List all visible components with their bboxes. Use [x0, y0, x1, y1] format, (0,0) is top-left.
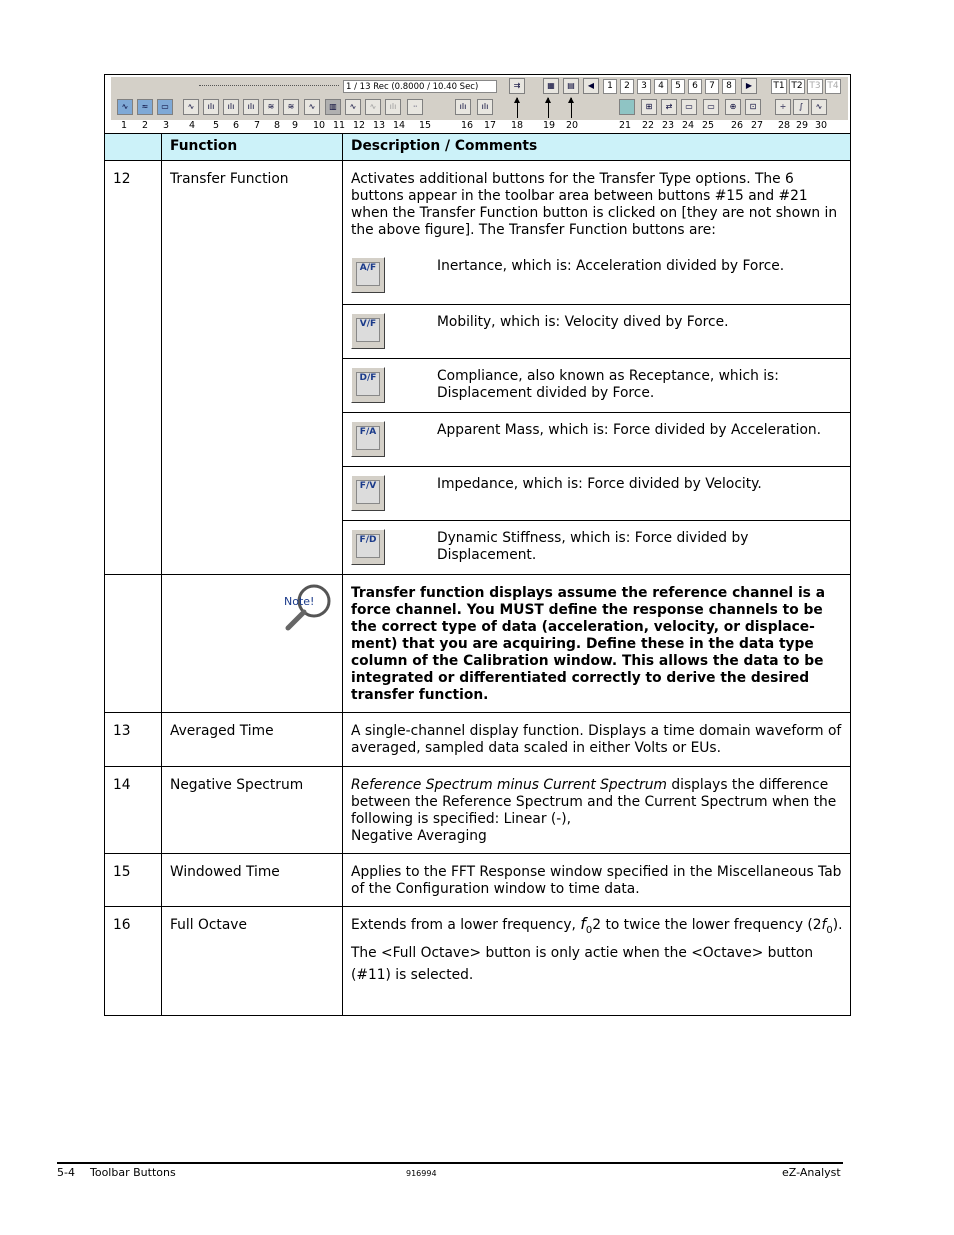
prev-arrow-icon: ◀	[583, 78, 599, 94]
row-description	[343, 907, 851, 1016]
toolbar-button-13-icon: ∿	[365, 99, 381, 115]
header-num-cell	[105, 134, 162, 161]
freq-symbol-2: f	[821, 917, 827, 933]
record-slider	[199, 85, 339, 88]
button-number: 24	[682, 120, 695, 131]
row-description	[343, 359, 851, 413]
toolbar-button-12-icon: ∿	[345, 99, 361, 115]
transfer-function-description: Activates additional buttons for the Transfer Type options. The 6 buttons appear in the toolbar area between buttons #15 and #21 when the Transfer Function button is clicked on [they are not shown in the above figure]. The Transfer Function buttons are:	[351, 171, 838, 238]
toolbar-button-5-icon: ılı	[203, 99, 219, 115]
toolbar-arrow-20	[571, 98, 572, 118]
table-row	[105, 161, 851, 305]
page-button-3: 3	[637, 79, 651, 94]
button-number: 22	[642, 120, 655, 131]
toolbar-buttons-table	[104, 74, 851, 1016]
toolbar-button-28-icon: ÷	[775, 99, 791, 115]
row-description	[343, 413, 851, 467]
t4-button: T4	[825, 79, 841, 94]
button-number: 28	[778, 120, 791, 131]
dynamic-stiffness-icon-label: F/D	[356, 534, 380, 558]
description-part-b: 2 to twice the lower frequency (2	[592, 917, 822, 933]
note-magnifier-icon	[282, 583, 334, 633]
description-rest: displays the difference between the Reference Spectrum and the Current Spectrum when the following is specified: Linear (-),	[351, 777, 837, 827]
toolbar-button-9-icon: ≋	[283, 99, 299, 115]
button-number: 30	[815, 120, 828, 131]
page-button-6: 6	[688, 79, 702, 94]
toolbar-button-17-icon: ılı	[477, 99, 493, 115]
toolbar-button-1-icon: ∿	[117, 99, 133, 115]
button-number: 25	[702, 120, 715, 131]
toolbar-row-bottom	[111, 98, 848, 118]
header-function: Function	[162, 134, 343, 161]
transfer-option	[351, 419, 844, 457]
toolbar-button-11-icon: ▥	[325, 99, 341, 115]
t2-button: T2	[789, 79, 805, 94]
page-button-1: 1	[603, 79, 617, 94]
button-number: 4	[189, 120, 196, 131]
toolbar-image	[111, 77, 848, 131]
transfer-option-text: Dynamic Stiffness, which is: Force divided by Displacement.	[437, 530, 749, 563]
transfer-option	[351, 473, 844, 511]
toolbar-button-22-icon: ⊞	[641, 99, 657, 115]
row-number: 16	[105, 907, 162, 1016]
dynamic-stiffness-icon	[351, 529, 385, 565]
note-num-cell	[105, 575, 162, 713]
inertance-icon	[351, 257, 385, 293]
compliance-icon-label: D/F	[356, 372, 380, 396]
table-row	[105, 907, 851, 1016]
toolbar-button-6-icon: ılı	[223, 99, 239, 115]
description-line2: Negative Averaging	[351, 828, 487, 844]
toolbar-button-24-icon: ▭	[681, 99, 697, 115]
toolbar-button-numbers	[111, 120, 848, 132]
page-button-5: 5	[671, 79, 685, 94]
button-number: 6	[233, 120, 240, 131]
impedance-icon-label: F/V	[356, 480, 380, 504]
note-text: Transfer function displays assume the reference channel is a force channel. You MUST define the response channels to be the correct type of data (acceleration, velocity, or displace-ment) that you are acquiring. Define these in the data type column of the Calibration window. This allows the data to be integrated or differentiated correctly to derive the desired transfer function.	[343, 575, 851, 713]
footer-page-number: 5-4	[57, 1166, 75, 1179]
toolbar-row-top	[111, 77, 848, 97]
transfer-option-text: Impedance, which is: Force divided by Velocity.	[437, 476, 762, 492]
row-function: Full Octave	[162, 907, 343, 1016]
export-icon: ⇉	[509, 78, 525, 94]
note-row	[105, 575, 851, 713]
mobility-icon-label: V/F	[356, 318, 380, 342]
row-description	[343, 305, 851, 359]
inertance-icon-label: A/F	[356, 262, 380, 286]
row-function: Windowed Time	[162, 854, 343, 907]
button-number: 16	[461, 120, 474, 131]
row-function: Negative Spectrum	[162, 767, 343, 854]
transfer-option-text: Apparent Mass, which is: Force divided by Acceleration.	[437, 422, 822, 438]
freq-subscript: 0	[585, 924, 593, 936]
button-number: 17	[484, 120, 497, 131]
grid-icon: ▦	[543, 78, 559, 94]
description-italic: Reference Spectrum minus Current Spectrum	[351, 777, 667, 793]
footer-rule	[57, 1162, 843, 1164]
button-number: 1	[121, 120, 128, 131]
footer-doc-number: 916994	[406, 1169, 437, 1178]
mobility-icon	[351, 313, 385, 349]
transfer-option	[351, 311, 844, 349]
row-description: A single-channel display function. Displays a time domain waveform of averaged, sampled data scaled in either Volts or EUs.	[343, 713, 851, 767]
table-row	[105, 854, 851, 907]
table-row	[105, 767, 851, 854]
row-number: 14	[105, 767, 162, 854]
button-number: 26	[731, 120, 744, 131]
transfer-option	[351, 365, 844, 403]
toolbar-button-21-icon	[619, 99, 635, 115]
button-number: 13	[373, 120, 386, 131]
button-number: 8	[274, 120, 281, 131]
button-number: 11	[333, 120, 346, 131]
page-button-8: 8	[722, 79, 736, 94]
toolbar-button-4-icon: ∿	[183, 99, 199, 115]
toolbar-button-27-icon: ⊡	[745, 99, 761, 115]
row-function: Averaged Time	[162, 713, 343, 767]
button-number: 19	[543, 120, 556, 131]
toolbar-button-30-icon: ∿	[811, 99, 827, 115]
apparent-mass-icon	[351, 421, 385, 457]
row-description	[343, 767, 851, 854]
freq-subscript-2: 0	[826, 924, 833, 936]
note-icon-cell	[162, 575, 343, 713]
record-label: 1 / 13 Rec (0.8000 / 10.40 Sec)	[343, 80, 497, 93]
toolbar-button-23-icon: ⇄	[661, 99, 677, 115]
toolbar-button-14-icon: ılı	[385, 99, 401, 115]
button-number: 5	[213, 120, 220, 131]
toolbar-button-15-icon: ᐧᐧ	[407, 99, 423, 115]
t3-button: T3	[807, 79, 823, 94]
footer-section: Toolbar Buttons	[90, 1166, 176, 1179]
button-number: 3	[163, 120, 170, 131]
toolbar-arrow-18	[517, 98, 518, 118]
row-description	[343, 161, 851, 305]
toolbar-button-2-icon: ≈	[137, 99, 153, 115]
transfer-option-text: Inertance, which is: Acceleration divided by Force.	[437, 258, 785, 274]
button-number: 15	[419, 120, 432, 131]
table-row	[105, 713, 851, 767]
row-description: Applies to the FFT Response window specified in the Miscellaneous Tab of the Configuration window to time data.	[343, 854, 851, 907]
next-arrow-icon: ▶	[741, 78, 757, 94]
row-description	[343, 521, 851, 575]
row-function: Transfer Function	[162, 161, 343, 575]
page-button-2: 2	[620, 79, 634, 94]
button-number: 9	[292, 120, 299, 131]
table-header-row	[105, 134, 851, 161]
toolbar-button-26-icon: ⊕	[725, 99, 741, 115]
button-number: 2	[142, 120, 149, 131]
compliance-icon	[351, 367, 385, 403]
button-number: 20	[566, 120, 579, 131]
description-part-a: Extends from a lower frequency,	[351, 917, 581, 933]
toolbar-button-16-icon: ılı	[455, 99, 471, 115]
apparent-mass-icon-label: F/A	[356, 426, 380, 450]
button-number: 27	[751, 120, 764, 131]
button-number: 10	[313, 120, 326, 131]
button-number: 21	[619, 120, 632, 131]
row-description	[343, 467, 851, 521]
toolbar-button-8-icon: ≋	[263, 99, 279, 115]
toolbar-button-7-icon: ılı	[243, 99, 259, 115]
toolbar-button-25-icon: ▭	[703, 99, 719, 115]
toolbar-figure	[105, 75, 851, 134]
toolbar-button-29-icon: ∫	[793, 99, 809, 115]
row-number: 15	[105, 854, 162, 907]
page-button-4: 4	[654, 79, 668, 94]
button-number: 14	[393, 120, 406, 131]
transfer-option-text: Mobility, which is: Velocity dived by Force.	[437, 314, 729, 330]
header-description: Description / Comments	[343, 134, 851, 161]
toolbar-arrow-19	[548, 98, 549, 118]
button-number: 7	[254, 120, 261, 131]
button-number: 29	[796, 120, 809, 131]
toolbar-button-10-icon: ∿	[304, 99, 320, 115]
transfer-option	[351, 255, 844, 293]
impedance-icon	[351, 475, 385, 511]
button-number: 18	[511, 120, 524, 131]
row-number: 12	[105, 161, 162, 575]
page-button-7: 7	[705, 79, 719, 94]
toolbar-button-3-icon: ▭	[157, 99, 173, 115]
t1-button: T1	[771, 79, 787, 94]
button-number: 23	[662, 120, 675, 131]
row-number: 13	[105, 713, 162, 767]
description-part-c: ). The <Full Octave> button is only actie when the <Octave> button (#11) is selected.	[351, 917, 843, 983]
note-icon-text: Note!	[284, 595, 315, 608]
transfer-option-text: Compliance, also known as Receptance, which is: Displacement divided by Force.	[437, 368, 779, 401]
print-icon: ▤	[563, 78, 579, 94]
transfer-option	[351, 527, 844, 565]
button-number: 12	[353, 120, 366, 131]
footer-product: eZ-Analyst	[782, 1166, 841, 1179]
freq-symbol: f	[580, 914, 586, 933]
